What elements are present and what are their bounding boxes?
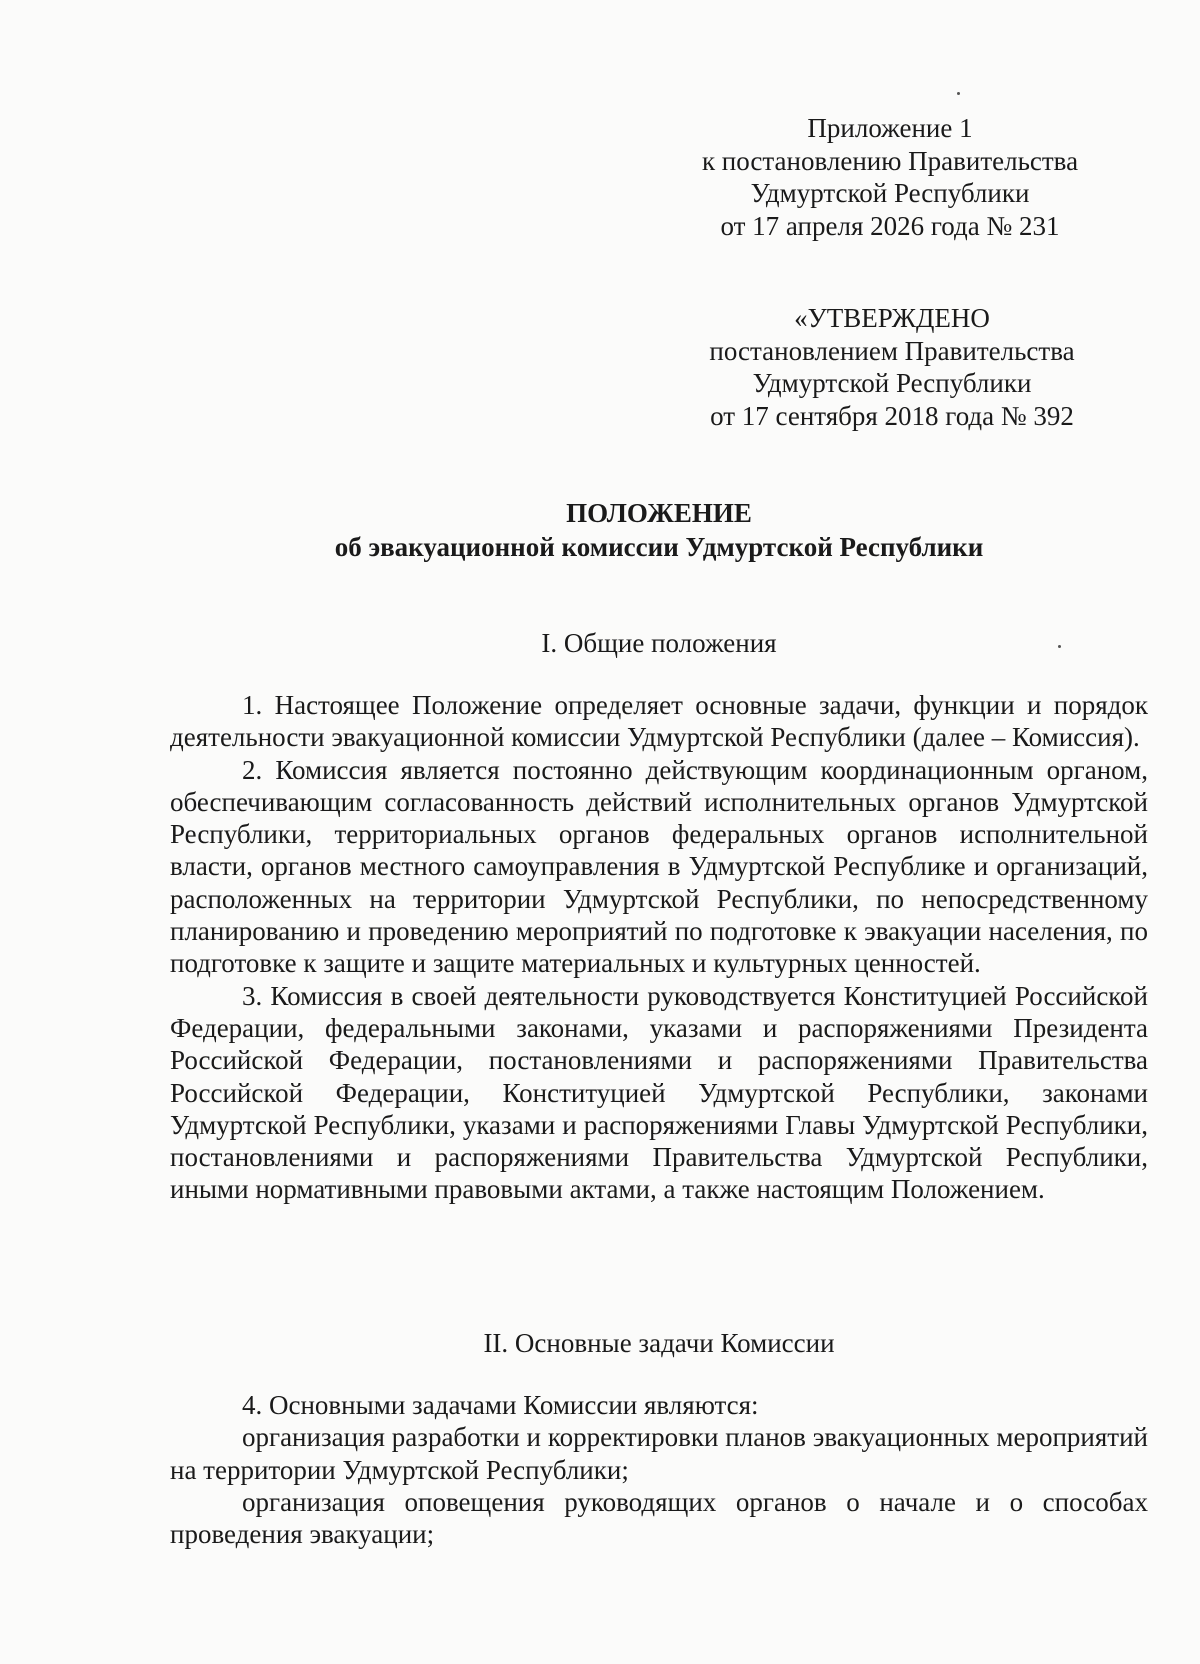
approval-line: «УТВЕРЖДЕНО	[794, 303, 990, 333]
scan-speck	[957, 92, 960, 95]
section-body	[170, 689, 1148, 1206]
appendix-line: от 17 апреля 2026 года № 231	[720, 210, 1060, 241]
appendix-block	[670, 112, 1110, 242]
section-heading: I. Общие положения	[541, 628, 777, 658]
section-heading: II. Основные задачи Комиссии	[483, 1328, 835, 1358]
paragraph: организация разработки и корректировки планов эвакуационных мероприятий на территории Удмуртской Республики;	[170, 1422, 1148, 1485]
approval-stamp-block	[676, 302, 1108, 432]
paragraph: 2. Комиссия является постоянно действующим координационным органом, обеспечивающим согласованность действий исполнительных органов Удмуртской Республики, территориальных органов федеральных органов исполнительной власти, органов местного самоуправления в Удмуртской Республике и организаций, расположенных на территории Удмуртской Республики, по непосредственному планированию и проведению мероприятий по подготовке к эвакуации населения, по подготовке к защите и защите материальных и культурных ценностей.	[170, 754, 1148, 979]
paragraph: 3. Комиссия в своей деятельности руководствуется Конституцией Российской Федерации, федеральными законами, указами и распоряжениями Президента Российской Федерации, постановлениями и распоряжениями Правительства Российской Федерации, Конституцией Удмуртской Республики, законами Удмуртской Республики, указами и распоряжениями Главы Удмуртской Республики, постановлениями и распоряжениями Правительства Удмуртской Республики, иными нормативными правовыми актами, а также настоящим Положением.	[170, 980, 1148, 1205]
approval-line: от 17 сентября 2018 года № 392	[710, 400, 1074, 431]
paragraph: организация оповещения руководящих органов о начале и о способах проведения эвакуации;	[170, 1486, 1148, 1550]
document-title: ПОЛОЖЕНИЕ	[566, 498, 752, 528]
document-subtitle: об эвакуационной комиссии Удмуртской Республики	[334, 532, 984, 562]
approval-line: постановлением Правительства	[709, 335, 1075, 366]
appendix-line: к постановлению Правительства	[701, 145, 1079, 176]
appendix-line: Приложение 1	[807, 113, 973, 143]
appendix-line: Удмуртской Республики	[750, 178, 1030, 208]
section-body	[170, 1389, 1148, 1550]
approval-line: Удмуртской Республики	[752, 368, 1032, 398]
paragraph: 1. Настоящее Положение определяет основные задачи, функции и порядок деятельности эвакуационной комиссии Удмуртской Республики (далее – Комиссия).	[170, 690, 1148, 753]
paragraph: 4. Основными задачами Комиссии являются:	[242, 1390, 759, 1420]
